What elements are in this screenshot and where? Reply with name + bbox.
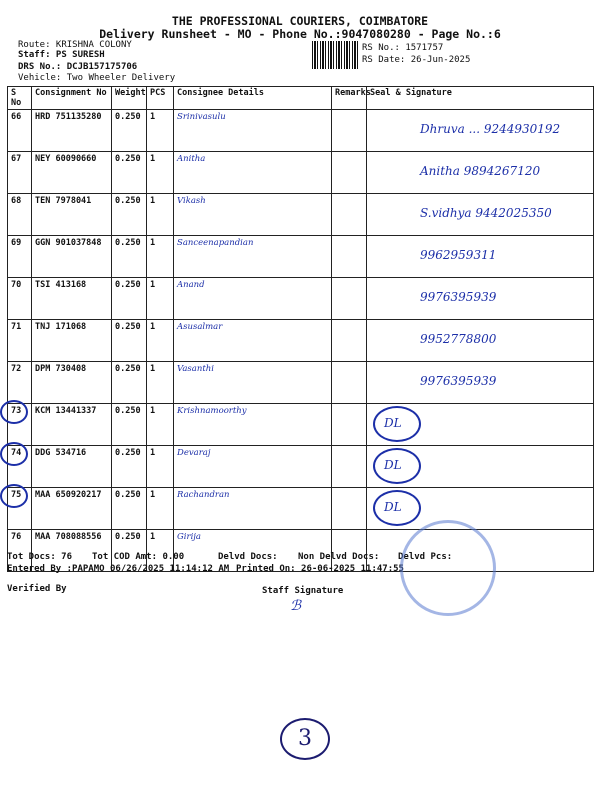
- cell-weight-text: 0.250: [115, 532, 141, 542]
- cell-weight-text: 0.250: [115, 238, 141, 248]
- cell-consignee: [174, 320, 332, 362]
- staff-label: Staff: PS SURESH: [18, 50, 105, 60]
- cell-remarks: [332, 362, 367, 404]
- table-row: [8, 236, 594, 278]
- cell-pcs-text: 1: [150, 196, 156, 206]
- sno-circle-mark: [0, 442, 28, 466]
- cell-sno: [8, 110, 32, 152]
- col-consignment: Consignment No: [32, 87, 112, 110]
- cell-consignee-text: Asusalmar: [177, 322, 223, 332]
- delivered-docs: Delvd Docs:: [218, 552, 278, 562]
- staff-signature-scrawl: ℬ: [290, 598, 302, 614]
- col-sno: S No: [8, 87, 32, 110]
- rs-number: RS No.: 1571757: [362, 43, 444, 53]
- verified-by: Verified By: [7, 584, 67, 594]
- drs-label: DRS No.: DCJB157175706: [18, 62, 138, 72]
- table-row: [8, 446, 594, 488]
- cell-consignee: [174, 446, 332, 488]
- cell-signature-text: 9976395939: [420, 374, 497, 388]
- cell-remarks: [332, 404, 367, 446]
- cell-signature: [367, 488, 594, 530]
- cell-consignee-text: Girija: [177, 532, 201, 542]
- cell-weight-text: 0.250: [115, 112, 141, 122]
- cell-pcs: [147, 194, 174, 236]
- entered-by: Entered By :PAPAMO 06/26/2025 11:14:12 AM: [7, 564, 230, 574]
- cell-consignment: [32, 362, 112, 404]
- cell-weight: [112, 194, 147, 236]
- cell-pcs: [147, 320, 174, 362]
- table-row: [8, 488, 594, 530]
- cell-consignee: [174, 488, 332, 530]
- cell-consignment-text: HRD 751135280: [35, 112, 102, 122]
- cell-weight: [112, 362, 147, 404]
- cell-consignment: [32, 278, 112, 320]
- cell-sno-text: 66: [11, 112, 22, 122]
- cell-weight: [112, 236, 147, 278]
- signature-circle-mark: [373, 448, 421, 484]
- cell-consignee: [174, 236, 332, 278]
- cell-weight: [112, 152, 147, 194]
- cell-consignment-text: DDG 534716: [35, 448, 87, 458]
- cell-sno-text: 70: [11, 280, 22, 290]
- cell-sno: [8, 446, 32, 488]
- cell-weight-text: 0.250: [115, 280, 141, 290]
- cell-sno: [8, 362, 32, 404]
- cell-consignment: [32, 446, 112, 488]
- signature-circle-mark: [373, 406, 421, 442]
- cell-pcs-text: 1: [150, 406, 156, 416]
- cell-consignee-text: Vikash: [177, 196, 206, 206]
- cell-consignment-text: TNJ 171068: [35, 322, 87, 332]
- cell-consignee-text: Vasanthi: [177, 364, 214, 374]
- cell-signature: [367, 152, 594, 194]
- cell-consignment: [32, 194, 112, 236]
- cell-weight: [112, 488, 147, 530]
- cell-consignee: [174, 152, 332, 194]
- vehicle-label: Vehicle: Two Wheeler Delivery: [18, 73, 176, 83]
- cell-weight-text: 0.250: [115, 490, 141, 500]
- cell-pcs: [147, 488, 174, 530]
- cell-pcs: [147, 152, 174, 194]
- cell-consignment: [32, 320, 112, 362]
- cell-pcs-text: 1: [150, 364, 156, 374]
- cell-remarks: [332, 278, 367, 320]
- cell-consignee-text: Krishnamoorthy: [177, 406, 247, 416]
- cell-pcs: [147, 362, 174, 404]
- printed-on: Printed On: 26-06-2025 11:47:55: [236, 564, 404, 574]
- cell-consignee-text: Devaraj: [177, 448, 211, 458]
- cell-remarks: [332, 446, 367, 488]
- cell-sno-text: 74: [11, 448, 22, 458]
- runsheet-table: [7, 86, 594, 572]
- cell-consignment-text: TEN 7978041: [35, 196, 92, 206]
- cell-sno: [8, 194, 32, 236]
- total-cod: Tot COD Amt: 0.00: [92, 552, 185, 562]
- cell-remarks: [332, 320, 367, 362]
- cell-consignment-text: GGN 901037848: [35, 238, 102, 248]
- cell-signature: [367, 236, 594, 278]
- cell-weight-text: 0.250: [115, 322, 141, 332]
- cell-sno: [8, 404, 32, 446]
- cell-remarks: [332, 152, 367, 194]
- cell-weight-text: 0.250: [115, 154, 141, 164]
- cell-pcs-text: 1: [150, 490, 156, 500]
- table-row: [8, 362, 594, 404]
- cell-signature-text: 9962959311: [420, 248, 497, 262]
- cell-consignee-text: Anitha: [177, 154, 206, 164]
- cell-sno: [8, 236, 32, 278]
- cell-weight-text: 0.250: [115, 196, 141, 206]
- cell-pcs-text: 1: [150, 238, 156, 248]
- staff-signature-label: Staff Signature: [262, 586, 344, 596]
- page-mark: 3: [280, 718, 330, 760]
- cell-weight: [112, 446, 147, 488]
- cell-signature: [367, 110, 594, 152]
- cell-pcs: [147, 446, 174, 488]
- table-header-row: [8, 87, 594, 110]
- cell-remarks: [332, 194, 367, 236]
- cell-signature: [367, 446, 594, 488]
- cell-sno: [8, 320, 32, 362]
- cell-consignment-text: MAA 650920217: [35, 490, 102, 500]
- cell-sno-text: 73: [11, 406, 22, 416]
- cell-pcs-text: 1: [150, 112, 156, 122]
- cell-signature-text: DL: [384, 500, 402, 514]
- cell-signature: [367, 404, 594, 446]
- cell-signature: [367, 278, 594, 320]
- cell-weight-text: 0.250: [115, 406, 141, 416]
- cell-sno-text: 75: [11, 490, 22, 500]
- cell-consignee-text: Sanceenapandian: [177, 238, 254, 248]
- col-signature: Seal & Signature: [367, 87, 594, 110]
- cell-signature: [367, 320, 594, 362]
- cell-consignment-text: KCM 13441337: [35, 406, 97, 416]
- cell-consignee-text: Rachandran: [177, 490, 230, 500]
- cell-pcs: [147, 110, 174, 152]
- table-row: [8, 194, 594, 236]
- table-row: [8, 320, 594, 362]
- cell-sno-text: 76: [11, 532, 22, 542]
- cell-pcs-text: 1: [150, 154, 156, 164]
- table-row: [8, 152, 594, 194]
- cell-weight-text: 0.250: [115, 448, 141, 458]
- cell-signature-text: 9976395939: [420, 290, 497, 304]
- cell-sno-text: 67: [11, 154, 22, 164]
- cell-signature: [367, 194, 594, 236]
- cell-consignment: [32, 152, 112, 194]
- cell-sno-text: 68: [11, 196, 22, 206]
- cell-sno: [8, 152, 32, 194]
- col-pcs: PCS: [147, 87, 174, 110]
- delivered-pcs: Delvd Pcs:: [398, 552, 453, 562]
- cell-signature-text: DL: [384, 458, 402, 472]
- cell-remarks: [332, 236, 367, 278]
- cell-pcs-text: 1: [150, 532, 156, 542]
- cell-remarks: [332, 488, 367, 530]
- cell-consignee-text: Srinivasulu: [177, 112, 226, 122]
- sno-circle-mark: [0, 484, 28, 508]
- cell-pcs-text: 1: [150, 322, 156, 332]
- cell-consignment-text: MAA 708088556: [35, 532, 102, 542]
- cell-remarks: [332, 110, 367, 152]
- cell-sno: [8, 488, 32, 530]
- sno-circle-mark: [0, 400, 28, 424]
- table-row: [8, 110, 594, 152]
- cell-sno: [8, 278, 32, 320]
- cell-pcs: [147, 278, 174, 320]
- cell-pcs: [147, 404, 174, 446]
- cell-signature-text: Dhruva ... 9244930192: [420, 122, 561, 136]
- cell-weight: [112, 404, 147, 446]
- route-label: Route: KRISHNA COLONY: [18, 40, 132, 50]
- cell-consignee: [174, 404, 332, 446]
- cell-sno-text: 69: [11, 238, 22, 248]
- cell-consignment-text: NEY 60090660: [35, 154, 97, 164]
- non-delivered-docs: Non Delvd Docs:: [298, 552, 380, 562]
- cell-signature-text: S.vidhya 9442025350: [420, 206, 552, 220]
- delivery-stamp: [400, 520, 496, 616]
- cell-pcs-text: 1: [150, 448, 156, 458]
- col-weight: Weight: [112, 87, 147, 110]
- cell-consignee-text: Anand: [177, 280, 205, 290]
- col-remarks: Remarks: [332, 87, 367, 110]
- cell-weight: [112, 278, 147, 320]
- cell-weight: [112, 320, 147, 362]
- cell-consignment: [32, 404, 112, 446]
- signature-circle-mark: [373, 490, 421, 526]
- total-docs: Tot Docs: 76: [7, 552, 73, 562]
- cell-weight-text: 0.250: [115, 364, 141, 374]
- cell-consignment-text: TSI 413168: [35, 280, 87, 290]
- cell-weight: [112, 110, 147, 152]
- barcode: [312, 41, 358, 69]
- cell-signature-text: DL: [384, 416, 402, 430]
- runsheet-subtitle: Delivery Runsheet - MO - Phone No.:9047080280 - Page No.:6: [99, 27, 501, 41]
- cell-consignee: [174, 194, 332, 236]
- cell-signature: [367, 362, 594, 404]
- cell-consignee: [174, 362, 332, 404]
- cell-signature-text: Anitha 9894267120: [420, 164, 541, 178]
- table-row: [8, 404, 594, 446]
- cell-sno-text: 71: [11, 322, 22, 332]
- col-consignee: Consignee Details: [174, 87, 332, 110]
- cell-consignment-text: DPM 730408: [35, 364, 87, 374]
- cell-pcs: [147, 236, 174, 278]
- cell-pcs-text: 1: [150, 280, 156, 290]
- cell-sno-text: 72: [11, 364, 22, 374]
- cell-consignment: [32, 236, 112, 278]
- cell-signature-text: 9952778800: [420, 332, 497, 346]
- cell-consignment: [32, 488, 112, 530]
- cell-consignee: [174, 110, 332, 152]
- cell-consignment: [32, 110, 112, 152]
- cell-consignee: [174, 278, 332, 320]
- table-row: [8, 278, 594, 320]
- rs-date: RS Date: 26-Jun-2025: [362, 55, 471, 65]
- company-title: THE PROFESSIONAL COURIERS, COIMBATORE: [171, 14, 429, 28]
